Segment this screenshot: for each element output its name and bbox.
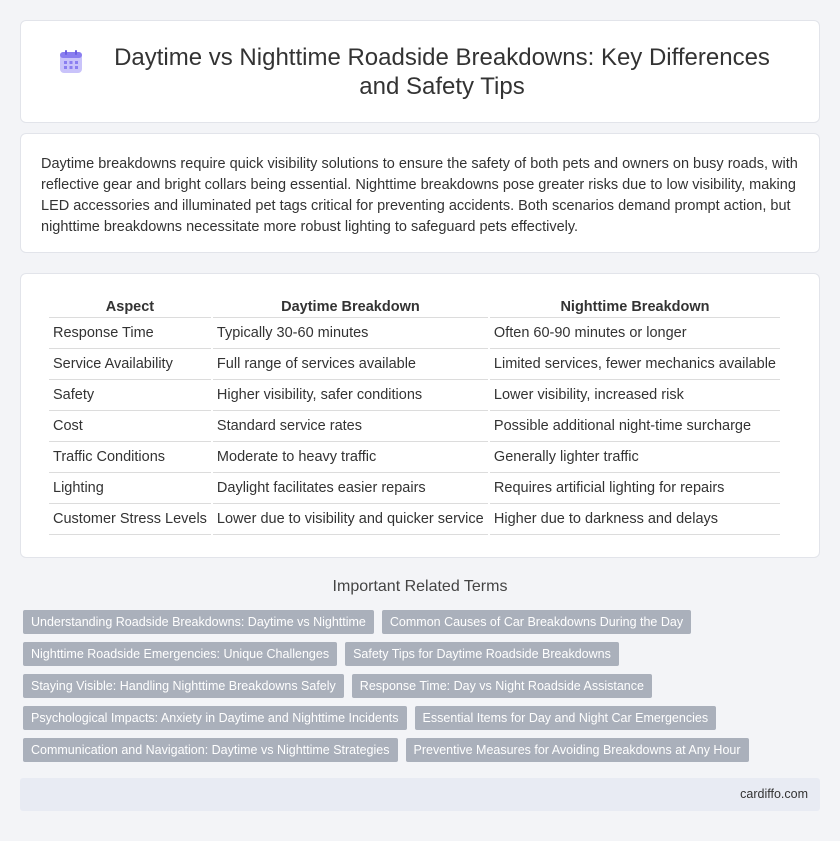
table-row	[49, 442, 780, 473]
table-row	[49, 504, 780, 535]
related-tag[interactable]: Preventive Measures for Avoiding Breakdowns at Any Hour	[406, 738, 749, 762]
related-tag[interactable]: Common Causes of Car Breakdowns During the Day	[382, 610, 691, 634]
table-cell: Lower visibility, increased risk	[490, 380, 780, 411]
related-tag[interactable]: Communication and Navigation: Daytime vs Nighttime Strategies	[23, 738, 398, 762]
related-tag[interactable]: Essential Items for Day and Night Car Emergencies	[415, 706, 717, 730]
related-terms	[23, 610, 823, 770]
table-header-row	[49, 296, 780, 318]
table-row	[49, 380, 780, 411]
table-cell: Cost	[49, 411, 211, 442]
table-cell: Traffic Conditions	[49, 442, 211, 473]
table-cell: Moderate to heavy traffic	[213, 442, 488, 473]
comparison-table-card	[20, 273, 820, 558]
table-row	[49, 318, 780, 349]
table-cell: Often 60-90 minutes or longer	[490, 318, 780, 349]
header-card	[20, 20, 820, 123]
table-cell: Typically 30-60 minutes	[213, 318, 488, 349]
table-cell: Higher due to darkness and delays	[490, 504, 780, 535]
table-row	[49, 349, 780, 380]
table-cell: Standard service rates	[213, 411, 488, 442]
page-title: Daytime vs Nighttime Roadside Breakdowns: Key Differences and Safety Tips	[114, 43, 770, 100]
table-cell: Full range of services available	[213, 349, 488, 380]
table-cell: Requires artificial lighting for repairs	[490, 473, 780, 504]
table-cell: Daylight facilitates easier repairs	[213, 473, 488, 504]
table-row	[49, 411, 780, 442]
calendar-icon	[58, 49, 84, 75]
summary-card	[20, 133, 820, 253]
header-daytime: Daytime Breakdown	[213, 296, 488, 318]
table-cell: Customer Stress Levels	[49, 504, 211, 535]
table-cell: Limited services, fewer mechanics available	[490, 349, 780, 380]
table-cell: Generally lighter traffic	[490, 442, 780, 473]
related-terms-heading: Important Related Terms	[332, 578, 508, 595]
header-nighttime: Nighttime Breakdown	[490, 296, 780, 318]
footer-site-link[interactable]: cardiffo.com	[740, 787, 808, 801]
table-row	[49, 473, 780, 504]
comparison-table	[47, 296, 782, 535]
related-tag[interactable]: Psychological Impacts: Anxiety in Daytime and Nighttime Incidents	[23, 706, 407, 730]
tag-row	[23, 610, 823, 634]
footer	[20, 778, 820, 811]
table-cell: Higher visibility, safer conditions	[213, 380, 488, 411]
header	[28, 43, 812, 101]
related-tag[interactable]: Understanding Roadside Breakdowns: Daytime vs Nighttime	[23, 610, 374, 634]
tag-row	[23, 642, 823, 666]
tag-row	[23, 738, 823, 762]
table-cell: Possible additional night-time surcharge	[490, 411, 780, 442]
related-tag[interactable]: Staying Visible: Handling Nighttime Breakdowns Safely	[23, 674, 344, 698]
table-cell: Safety	[49, 380, 211, 411]
related-tag[interactable]: Nighttime Roadside Emergencies: Unique Challenges	[23, 642, 337, 666]
table-cell: Lower due to visibility and quicker service	[213, 504, 488, 535]
tag-row	[23, 706, 823, 730]
table-cell: Service Availability	[49, 349, 211, 380]
summary-text: Daytime breakdowns require quick visibility solutions to ensure the safety of both pets and owners on busy roads, with reflective gear and bright collars being essential. Nighttime breakdowns pose greater risks due to low visibility, making LED accessories and illuminated pet tags critical for preventing accidents. Both scenarios demand prompt action, but nighttime breakdowns necessitate more robust lighting to safeguard pets effectively.	[41, 156, 798, 235]
header-aspect: Aspect	[49, 296, 211, 318]
table-cell: Lighting	[49, 473, 211, 504]
tag-row	[23, 674, 823, 698]
related-tag[interactable]: Safety Tips for Daytime Roadside Breakdowns	[345, 642, 619, 666]
table-cell: Response Time	[49, 318, 211, 349]
related-tag[interactable]: Response Time: Day vs Night Roadside Assistance	[352, 674, 652, 698]
